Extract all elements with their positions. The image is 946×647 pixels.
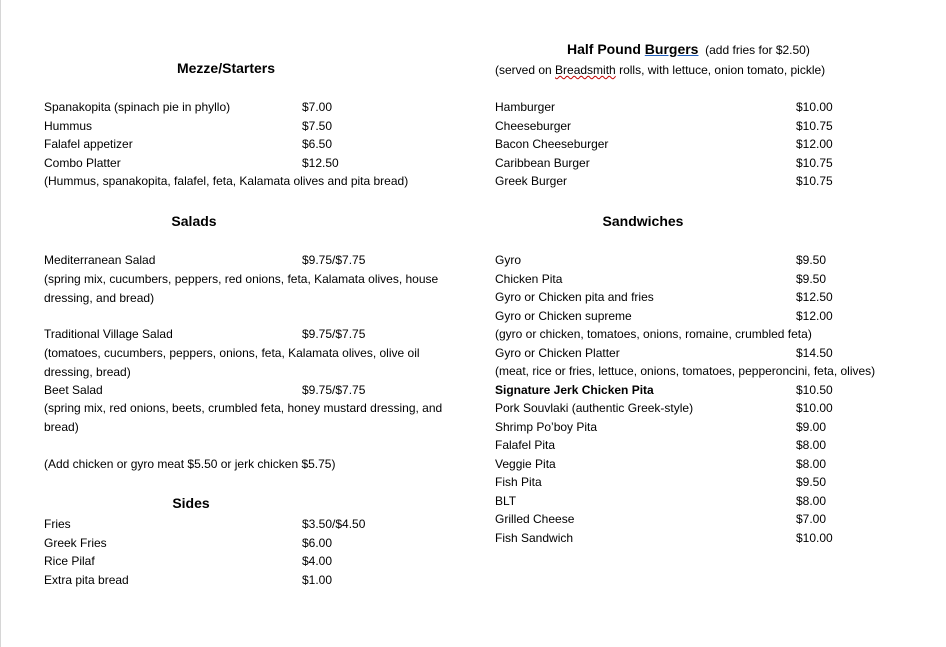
page-edge-divider — [0, 0, 1, 647]
item-price: $10.00 — [796, 401, 833, 415]
item-name: Bacon Cheeseburger — [495, 137, 609, 151]
mezze-title: Mezze/Starters — [176, 60, 276, 76]
item-description: (tomatoes, cucumbers, peppers, onions, feta, Kalamata olives, olive oil dressing, bread) — [44, 346, 420, 379]
salads-title: Salads — [171, 213, 217, 229]
item-price: $14.50 — [796, 346, 833, 360]
item-name: Hamburger — [495, 100, 556, 114]
item-name: Gyro or Chicken pita and fries — [495, 290, 654, 304]
item-price: $9.75/$7.75 — [302, 253, 366, 267]
item-name: Hummus — [44, 119, 93, 133]
item-price: $9.50 — [796, 253, 827, 267]
item-price: $10.75 — [796, 174, 833, 188]
burgers-subtitle-a: (served on — [495, 63, 556, 77]
item-name: Greek Fries — [44, 536, 107, 550]
item-name: Cheeseburger — [495, 119, 572, 133]
sides-title: Sides — [172, 495, 210, 511]
item-name: Caribbean Burger — [495, 156, 590, 170]
item-name: Beet Salad — [44, 383, 103, 397]
item-price: $10.75 — [796, 119, 833, 133]
burgers-subtitle-c: rolls, with lettuce, onion tomato, pickle) — [615, 63, 826, 77]
item-price: $7.50 — [302, 119, 333, 133]
mezze-note: (Hummus, spanakopita, falafel, feta, Kalamata olives and pita bread) — [44, 174, 409, 188]
item-price: $1.00 — [302, 573, 333, 587]
item-price: $9.50 — [796, 475, 827, 489]
item-price: $9.75/$7.75 — [302, 383, 366, 397]
item-price: $9.75/$7.75 — [302, 327, 366, 341]
item-price: $8.00 — [796, 457, 827, 471]
item-name: BLT — [495, 494, 517, 508]
burgers-title-word: Burgers — [644, 41, 699, 57]
item-price: $10.00 — [796, 531, 833, 545]
item-name: Fries — [44, 517, 71, 531]
item-name: Gyro or Chicken Platter — [495, 346, 620, 360]
item-description: (meat, rice or fries, lettuce, onions, tomatoes, pepperoncini, feta, olives) — [495, 364, 876, 378]
item-name: Gyro or Chicken supreme — [495, 309, 632, 323]
salads-addon-note: (Add chicken or gyro meat $5.50 or jerk chicken $5.75) — [44, 457, 336, 471]
item-price: $4.00 — [302, 554, 333, 568]
item-name: Chicken Pita — [495, 272, 563, 286]
item-name: Rice Pilaf — [44, 554, 95, 568]
burgers-fries-addon: (add fries for $2.50) — [698, 43, 810, 57]
item-price: $12.50 — [302, 156, 339, 170]
item-name: Fish Sandwich — [495, 531, 574, 545]
item-name: Pork Souvlaki (authentic Greek-style) — [495, 401, 694, 415]
item-name: Combo Platter — [44, 156, 121, 170]
item-price: $9.50 — [796, 272, 827, 286]
item-price: $7.00 — [796, 512, 827, 526]
burgers-title-lead: Half Pound — [567, 41, 645, 57]
item-name: Signature Jerk Chicken Pita — [495, 383, 654, 397]
item-name: Falafel appetizer — [44, 137, 133, 151]
item-name: Extra pita bread — [44, 573, 129, 587]
item-description: (gyro or chicken, tomatoes, onions, romaine, crumbled feta) — [495, 327, 812, 341]
item-price: $7.00 — [302, 100, 333, 114]
burgers-title — [567, 41, 810, 57]
item-price: $8.00 — [796, 494, 827, 508]
burgers-subtitle — [495, 63, 825, 77]
item-name: Falafel Pita — [495, 438, 556, 452]
item-price: $8.00 — [796, 438, 827, 452]
item-name: Mediterranean Salad — [44, 253, 156, 267]
item-price: $10.75 — [796, 156, 833, 170]
item-name: Veggie Pita — [495, 457, 556, 471]
item-price: $10.00 — [796, 100, 833, 114]
item-price: $6.00 — [302, 536, 333, 550]
item-price: $6.50 — [302, 137, 333, 151]
item-name: Grilled Cheese — [495, 512, 575, 526]
item-price: $12.50 — [796, 290, 833, 304]
item-description: (spring mix, red onions, beets, crumbled feta, honey mustard dressing, and bread) — [44, 401, 443, 434]
item-name: Spanakopita (spinach pie in phyllo) — [44, 100, 231, 114]
item-name: Shrimp Po’boy Pita — [495, 420, 598, 434]
item-price: $12.00 — [796, 309, 833, 323]
burgers-subtitle-brand: Breadsmith — [555, 63, 616, 77]
item-name: Gyro — [495, 253, 522, 267]
item-price: $10.50 — [796, 383, 833, 397]
item-price: $3.50/$4.50 — [302, 517, 366, 531]
item-name: Greek Burger — [495, 174, 568, 188]
sandwiches-title: Sandwiches — [602, 213, 684, 229]
item-name: Traditional Village Salad — [44, 327, 173, 341]
item-name: Fish Pita — [495, 475, 542, 489]
item-price: $9.00 — [796, 420, 827, 434]
item-description: (spring mix, cucumbers, peppers, red onions, feta, Kalamata olives, house dressing, and bread) — [44, 272, 439, 305]
item-price: $12.00 — [796, 137, 833, 151]
